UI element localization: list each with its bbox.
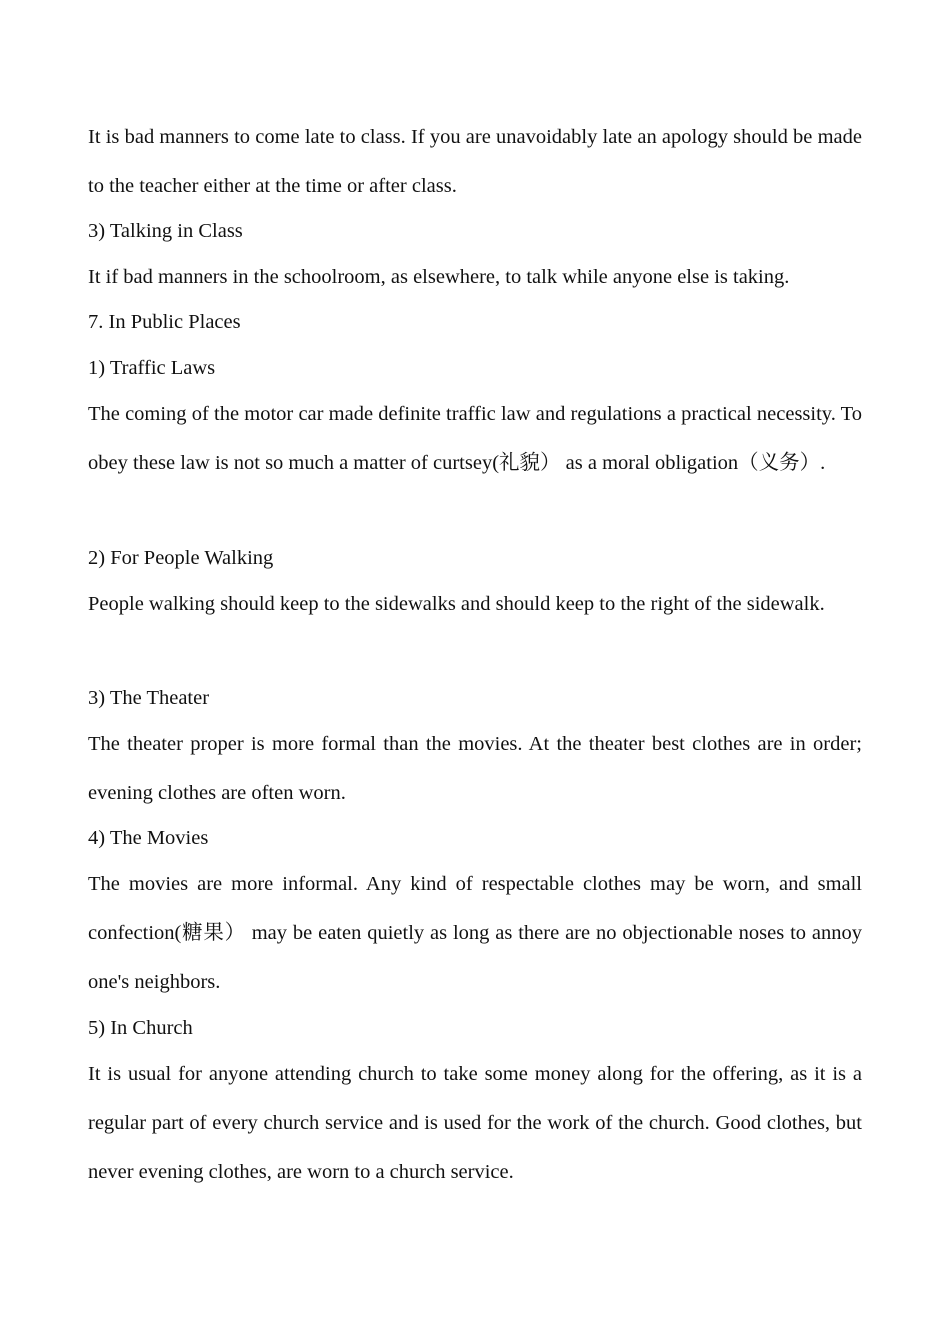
paragraph-church: It is usual for anyone attending church to take some money along for the offering, as it is a regular part of every church service and is used for the work of the church. Good clothes, but never evening clothes, are worn to a church service. (88, 1063, 862, 1183)
heading-church: 5) In Church (88, 1017, 193, 1039)
paragraph-people-walking: People walking should keep to the sidewalks and should keep to the right of the sidewalk. (88, 593, 825, 615)
heading-movies: 4) The Movies (88, 827, 209, 849)
heading-talking-in-class: 3) Talking in Class (88, 220, 243, 242)
heading-theater: 3) The Theater (88, 687, 210, 709)
heading-public-places: 7. In Public Places (88, 311, 241, 333)
paragraph-traffic-laws: The coming of the motor car made definite traffic law and regulations a practical necessity. To obey these law is not so much a matter of curtsey(礼貌） as a moral obligation（义务）. (88, 403, 862, 474)
paragraph-late-to-class: It is bad manners to come late to class. If you are unavoidably late an apology should be made to the teacher either at the time or after class. (88, 126, 862, 197)
paragraph-talking-in-class: It if bad manners in the schoolroom, as elsewhere, to talk while anyone else is taking. (88, 266, 790, 288)
heading-traffic-laws: 1) Traffic Laws (88, 357, 216, 379)
heading-people-walking: 2) For People Walking (88, 547, 274, 569)
paragraph-theater: The theater proper is more formal than the movies. At the theater best clothes are in order; evening clothes are often worn. (88, 733, 862, 804)
paragraph-movies: The movies are more informal. Any kind of respectable clothes may be worn, and small confection(糖果） may be eaten quietly as long as there are no objectionable noses to annoy one's neighbors. (88, 873, 862, 993)
